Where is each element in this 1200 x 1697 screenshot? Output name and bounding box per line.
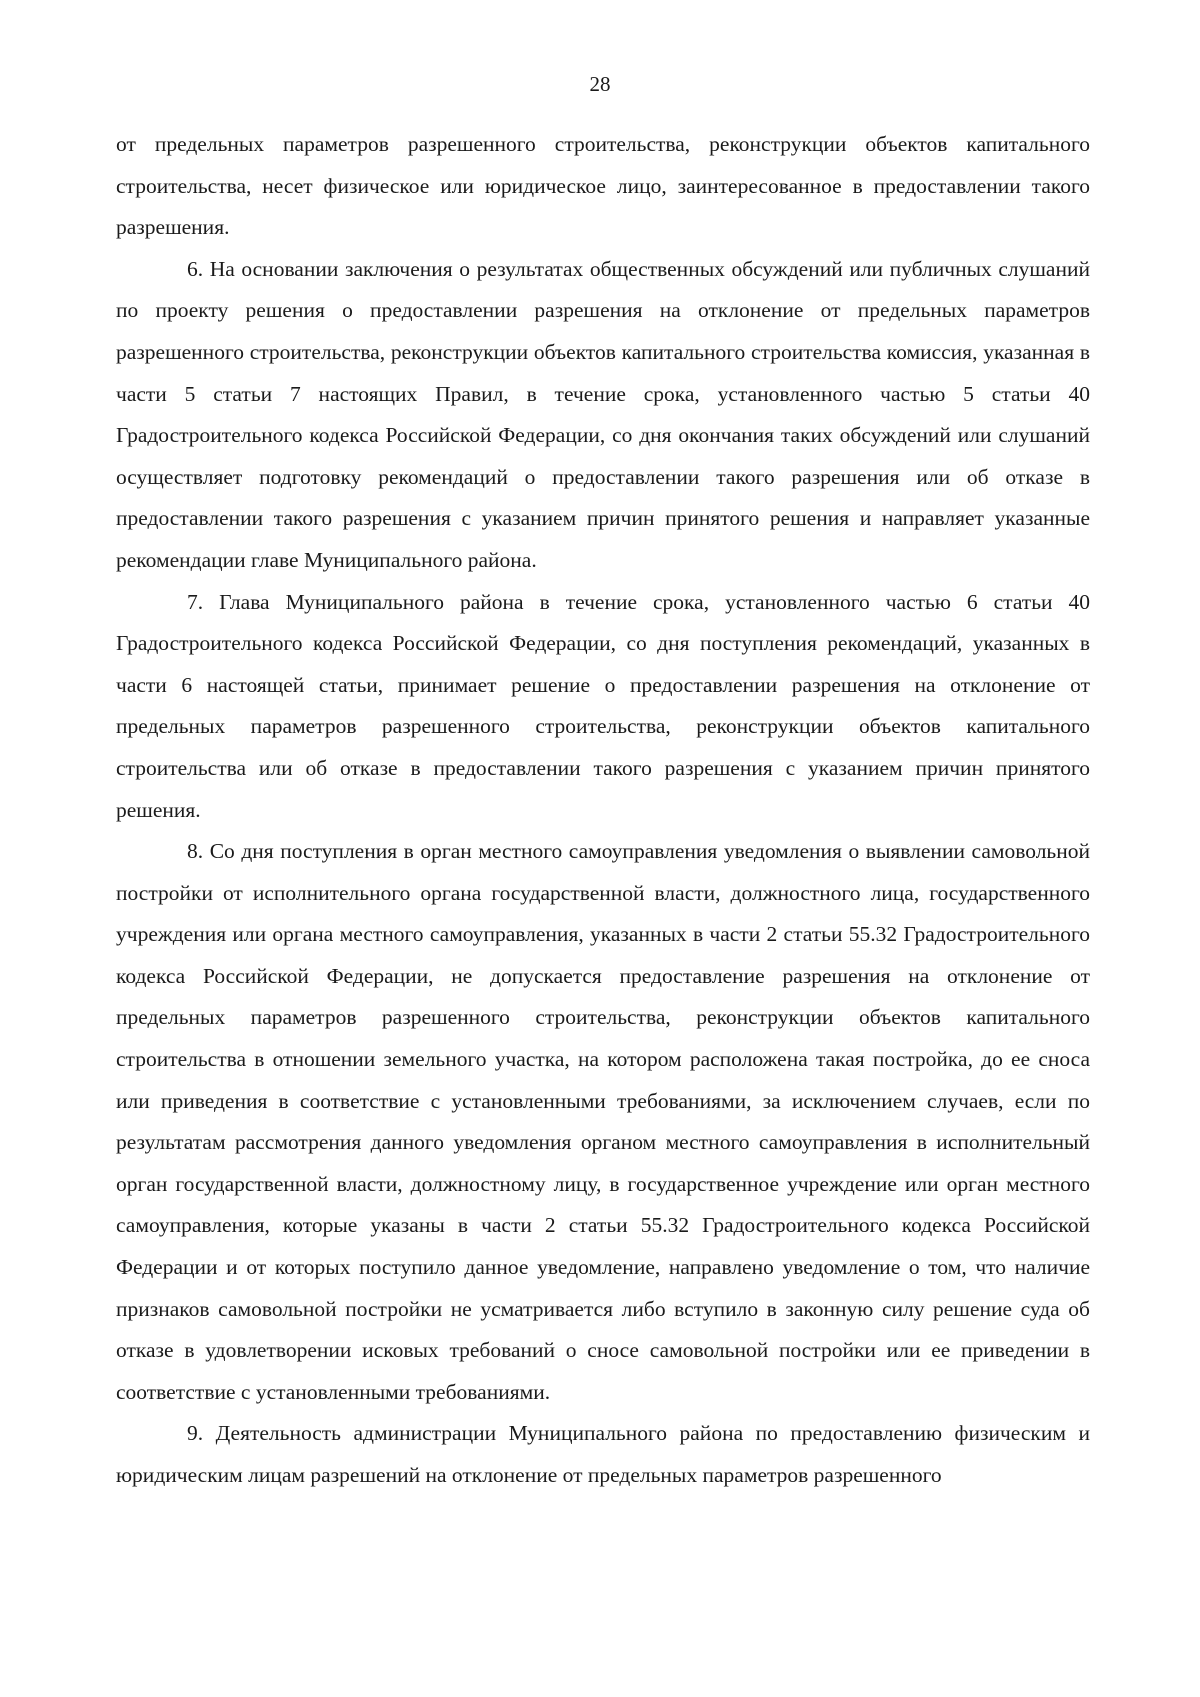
paragraph-7: 7. Глава Муниципального района в течение срока, установленного частью 6 статьи 40 Градостроительного кодекса Российской Федерации, со дня поступления рекомендаций, указанных в части 6 настоящей статьи, принимает решение о предоставлении разрешения на отклонение от предельных параметров разрешенного строительства, реконструкции объектов капитального строительства или об отказе в предоставлении такого разрешения с указанием причин принятого решения. — [116, 589, 1090, 822]
paragraph-8: 8. Со дня поступления в орган местного самоуправления уведомления о выявлении самовольной постройки от исполнительного органа государственной власти, должностного лица, государственного учреждения или органа местного самоуправления, указанных в части 2 статьи 55.32 Градостроительного кодекса Российской Федерации, не допускается предоставление разрешения на отклонение от предельных параметров разрешенного строительства, реконструкции объектов капитального строительства в отношении земельного участка, на котором расположена такая постройка, до ее сноса или приведения в соответствие с установленными требованиями, за исключением случаев, если по результатам рассмотрения данного уведомления органом местного самоуправления в исполнительный орган государственной власти, должностному лицу, в государственное учреждение или орган местного самоуправления, которые указаны в части 2 статьи 55.32 Градостроительного кодекса Российской Федерации и от которых поступило данное уведомление, направлено уведомление о том, что наличие признаков самовольной постройки не усматривается либо вступило в законную силу решение суда об отказе в удовлетворении исковых требований о сносе самовольной постройки или ее приведении в соответствие с установленными требованиями. — [116, 839, 1090, 1404]
paragraph-6: 6. На основании заключения о результатах общественных обсуждений или публичных слушаний по проекту решения о предоставлении разрешения на отклонение от предельных параметров разрешенного строительства, реконструкции объектов капитального строительства комиссия, указанная в части 5 статьи 7 настоящих Правил, в течение срока, установленного частью 5 статьи 40 Градостроительного кодекса Российской Федерации, со дня окончания таких обсуждений или слушаний осуществляет подготовку рекомендаций о предоставлении такого разрешения или об отказе в предоставлении такого разрешения с указанием причин принятого решения и направляет указанные рекомендации главе Муниципального района. — [116, 256, 1090, 572]
paragraph-continuation: от предельных параметров разрешенного строительства, реконструкции объектов капитального строительства, несет физическое или юридическое лицо, заинтересованное в предоставлении такого разрешения. — [116, 132, 1090, 240]
page-number: 28 — [589, 72, 611, 96]
document-body — [116, 124, 1090, 1497]
paragraph-9: 9. Деятельность администрации Муниципального района по предоставлению физическим и юридическим лицам разрешений на отклонение от предельных параметров разрешенного — [116, 1421, 1090, 1487]
